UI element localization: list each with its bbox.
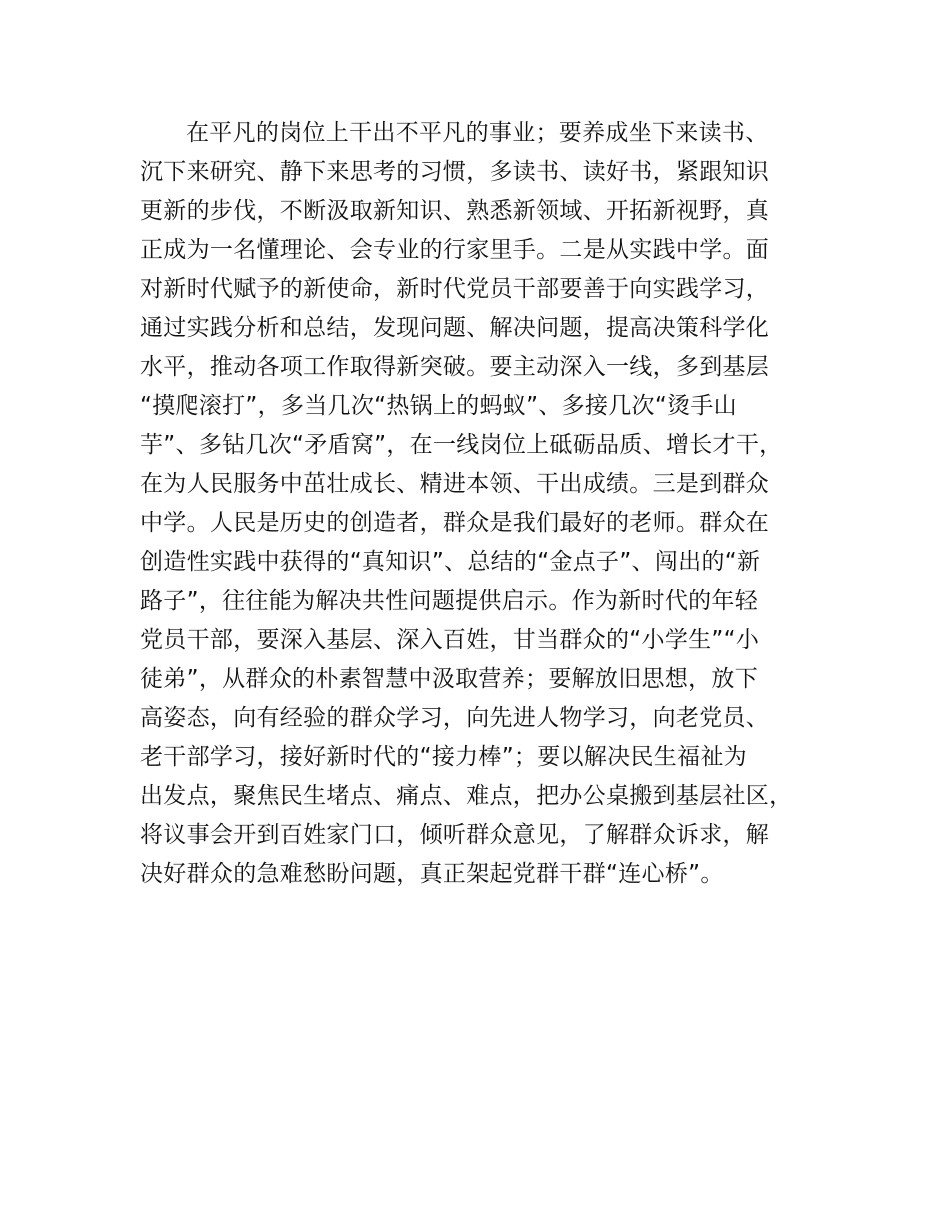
paragraph-line: 创造性实践中获得的“真知识”、总结的“金点子”、闯出的“新	[140, 549, 761, 575]
paragraph-line: 决好群众的急难愁盼问题，真正架起党群干群“连心桥”。	[140, 861, 724, 887]
paragraph-line: 将议事会开到百姓家门口，倾听群众意见，了解群众诉求，解	[140, 822, 770, 848]
body-paragraph	[140, 114, 840, 894]
paragraph-line: 沉下来研究、静下来思考的习惯，多读书、读好书，紧跟知识	[140, 159, 770, 185]
paragraph-line: 水平，推动各项工作取得新突破。要主动深入一线，多到基层	[140, 354, 770, 380]
paragraph-line: 中学。人民是历史的创造者，群众是我们最好的老师。群众在	[140, 510, 770, 536]
paragraph-line: “摸爬滚打”，多当几次“热锅上的蚂蚁”、多接几次“烫手山	[140, 393, 737, 419]
paragraph-line: 徒弟”，从群众的朴素智慧中汲取营养；要解放旧思想，放下	[140, 666, 759, 692]
paragraph-line: 在为人民服务中茁壮成长、精进本领、干出成绩。三是到群众	[140, 471, 770, 497]
paragraph-line: 党员干部，要深入基层、深入百姓，甘当群众的“小学生”“小	[140, 627, 760, 653]
paragraph-line: 更新的步伐，不断汲取新知识、熟悉新领域、开拓新视野，真	[140, 198, 770, 224]
paragraph-line: 芋”、多钻几次“矛盾窝”，在一线岗位上砥砺品质、增长才干，	[140, 432, 783, 458]
paragraph-line: 正成为一名懂理论、会专业的行家里手。二是从实践中学。面	[140, 237, 770, 263]
paragraph-line: 路子”，往往能为解决共性问题提供启示。作为新时代的年轻	[140, 588, 759, 614]
paragraph-line: 对新时代赋予的新使命，新时代党员干部要善于向实践学习，	[140, 276, 770, 302]
paragraph-line: 在平凡的岗位上干出不平凡的事业；要养成坐下来读书、	[186, 120, 769, 146]
paragraph-line: 出发点，聚焦民生堵点、痛点、难点，把办公桌搬到基层社区，	[140, 783, 793, 809]
paragraph-line: 通过实践分析和总结，发现问题、解决问题，提高决策科学化	[140, 315, 770, 341]
paragraph-line: 老干部学习，接好新时代的“接力棒”；要以解决民生福祉为	[140, 744, 747, 770]
paragraph-line: 高姿态，向有经验的群众学习，向先进人物学习，向老党员、	[140, 705, 770, 731]
